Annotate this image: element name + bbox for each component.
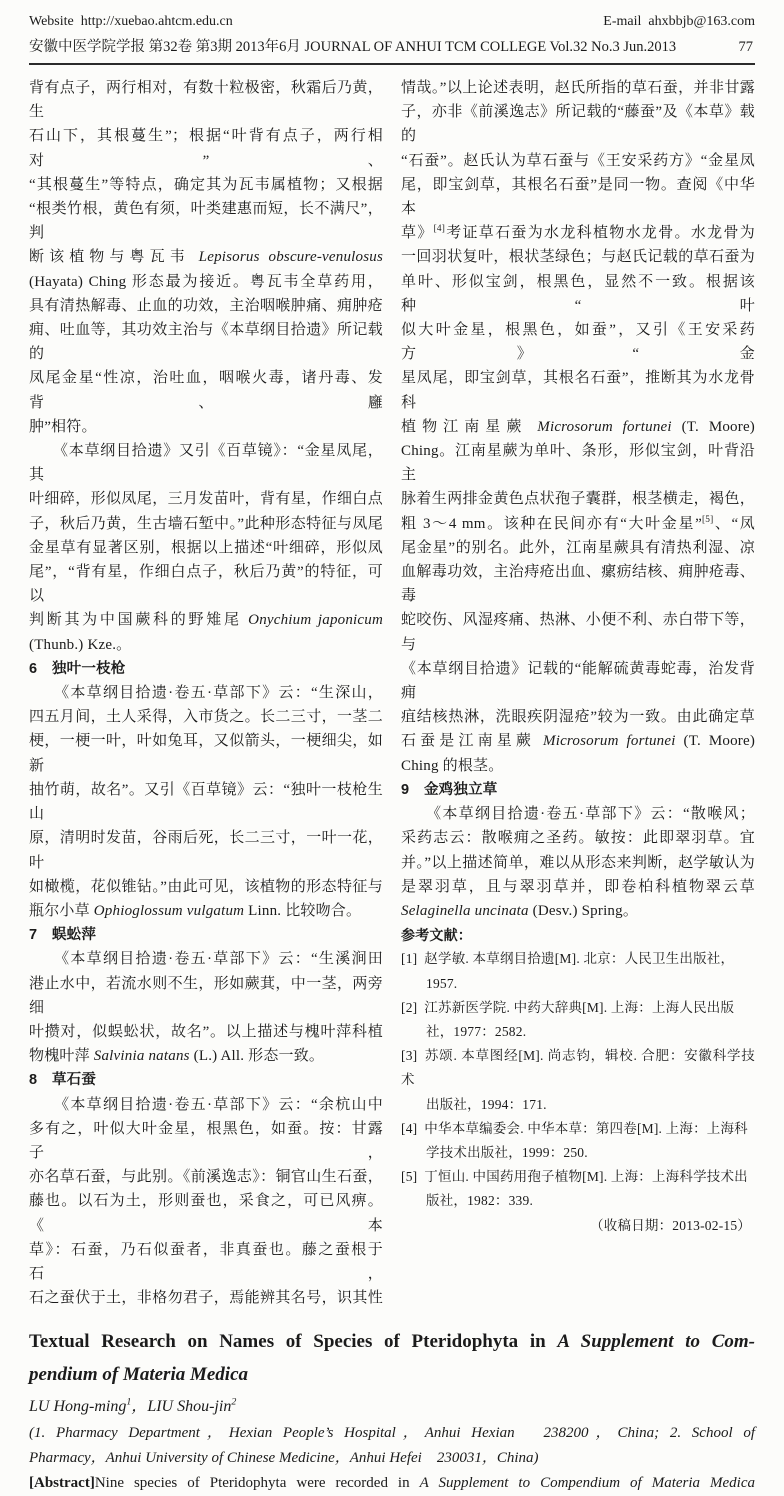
text-line: 粗 3～4 mm。该种在民间亦有“大叶金星”[5]、“凤 bbox=[401, 514, 755, 532]
journal-info: 安徽中医学院学报 第32卷 第3期 2013年6月 JOURNAL OF ANHUI TCM COLLEGE Vol.32 No.3 Jun.2013 bbox=[29, 39, 677, 55]
latin-species-name: LU Hong-ming bbox=[29, 1398, 127, 1416]
page-header bbox=[29, 14, 755, 56]
text-line: 疽结核热淋，洗眼疾阴湿疮”较为一致。由此确定草 bbox=[401, 709, 755, 726]
text-line: 采药志云：散喉痈之圣药。敏按：此即翠羽草。宜 bbox=[401, 830, 755, 847]
article-body bbox=[29, 76, 755, 1310]
text-line: Ching 的根茎。 bbox=[401, 757, 504, 774]
text-line: 凤尾金星“性凉，治吐血，咽喉火毒，诸丹毒、发背、廱 bbox=[29, 370, 383, 411]
text-segment: [5] bbox=[701, 514, 714, 525]
latin-species-name: 1 bbox=[126, 1397, 132, 1409]
english-section bbox=[29, 1325, 755, 1496]
text-line: 草》[4]考证草石蚕为水龙科植物水龙骨。水龙骨为 bbox=[401, 224, 755, 242]
text-line: 似大叶金星，根黑色，如蚕”，又引《王安采药方》“金 bbox=[401, 322, 755, 363]
text-line: 《本草纲目拾遗·卷五·草部下》云：“余杭山中 bbox=[29, 1096, 383, 1113]
latin-species-name: A Supplement to Compendium of Materia Medica bbox=[419, 1475, 755, 1492]
abstract-line bbox=[29, 1471, 755, 1496]
text-line: 金星草有显著区别，根据以上描述“叶细碎，形似凤 bbox=[29, 539, 383, 556]
latin-species-name: (1. Pharmacy Department，Hexian People’s Hospital，Anhui Hexian 238200，China; 2. School of bbox=[29, 1425, 755, 1442]
latin-species-name: Salvinia natans bbox=[93, 1048, 190, 1065]
reference-line: [4] 中华本草编委会. 中华本草：第四卷[M]. 上海：上海科 bbox=[401, 1120, 748, 1136]
latin-species-name: Microsorum fortunei bbox=[543, 733, 676, 750]
text-line: 植物江南星蕨 Microsorum fortunei (T. Moore) bbox=[401, 418, 756, 435]
reference-line: [1] 赵学敏. 本草纲目拾遗[M]. 北京：人民卫生出版社， bbox=[401, 951, 735, 967]
reference-line: 1957. bbox=[426, 975, 458, 991]
text-line: (Hayata) Ching 形态最为接近。粤瓦韦全草药用， bbox=[29, 273, 383, 290]
text-line: “石蚕”。赵氏认为草石蚕与《王安采药方》“金星凤 bbox=[401, 152, 755, 169]
text-line: 抽竹萌，故名”。又引《百草镜》云：“独叶一枝枪生山 bbox=[29, 781, 383, 823]
text-line: 是翠羽草，且与翠羽草并，即卷柏科植物翠云草 bbox=[401, 878, 755, 895]
text-line: 《本草纲目拾遗》记载的“能解硫黄毒蛇毒，治发背痈 bbox=[401, 660, 755, 702]
latin-species-name: Microsorum fortunei bbox=[537, 418, 672, 435]
text-line: 原，清明时发苗，谷雨后死，长二三寸，一叶一花，叶 bbox=[29, 830, 383, 871]
text-segment: [4] bbox=[433, 224, 446, 235]
text-line: 叶攒对，似蜈蚣状，故名”。以上描述与槐叶萍科植 bbox=[29, 1023, 383, 1040]
header-row-journal bbox=[29, 35, 755, 56]
text-line: 具有清热解毒、止血的功效，主治咽喉肿痛、痈肿疮 bbox=[29, 297, 383, 314]
header-divider bbox=[29, 63, 755, 65]
page-number: 77 bbox=[738, 39, 753, 55]
text-line: 多有之，叶似大叶金星，根黑色，如蚕。按：甘露子， bbox=[29, 1120, 383, 1161]
header-row-contact bbox=[29, 14, 755, 30]
section-heading: 9 金鸡独立草 bbox=[401, 781, 498, 798]
text-line: 判断其为中国蕨科的野雉尾 Onychium japonicum bbox=[29, 612, 384, 629]
column-right bbox=[401, 76, 755, 1310]
text-line: 《本草纲目拾遗·卷五·草部下》云：“生深山， bbox=[29, 685, 383, 702]
reference-line: [3] 苏颂. 本草图经[M]. 尚志钧，辑校. 合肥：安徽科学技术 bbox=[401, 1048, 755, 1088]
latin-species-name: ， bbox=[131, 1398, 148, 1416]
reference-line: 参考文献： bbox=[401, 927, 472, 944]
text-line: 《本草纲目拾遗·卷五·草部下》云：“生溪涧田 bbox=[29, 951, 383, 968]
text-line: 四五月间，土人采得，入市货之。长二三寸，一茎二 bbox=[29, 709, 383, 726]
text-line: 草》：石蚕，乃石似蚕者，非真蚕也。藤之蚕根于石， bbox=[29, 1241, 383, 1282]
text-line: 并。”以上描述简单，难以从形态来判断，赵学敏认为 bbox=[401, 854, 755, 871]
authors-line bbox=[29, 1392, 755, 1421]
text-line: 肿”相符。 bbox=[29, 418, 97, 435]
reference-line: 学技术出版社，1999：250. bbox=[426, 1144, 588, 1160]
latin-species-name: Pharmacy，Anhui University of Chinese Medicine，Anhui Hefei 230031，China) bbox=[29, 1450, 539, 1467]
text-line: 痈、吐血等，其功效主治与《本草纲目拾遗》所记载的 bbox=[29, 322, 383, 363]
text-line: 蛇咬伤、风湿疼痛、热淋、小便不利、赤白带下等，与 bbox=[401, 612, 755, 653]
reference-line: [2] 江苏新医学院. 中药大辞典[M]. 上海：上海人民出版 bbox=[401, 999, 735, 1015]
header-website: Website http://xuebao.ahtcm.edu.cn bbox=[29, 14, 233, 29]
column-left bbox=[29, 76, 383, 1310]
text-line: 尾金星”的别名。此外，江南星蕨具有清热利湿、凉 bbox=[401, 539, 755, 556]
text-line: 尾，即宝剑草，其根名石蚕”是同一物。查阅《中华本 bbox=[401, 176, 755, 218]
section-heading: 8 草石蚕 bbox=[29, 1072, 97, 1089]
affiliation-line1 bbox=[29, 1421, 755, 1446]
latin-species-name: 2 bbox=[231, 1397, 237, 1409]
text-line: 断该植物与粤瓦韦 Lepisorus obscure-venulosus bbox=[29, 249, 383, 266]
received-date-line: （收稿日期：2013-02-15） bbox=[590, 1217, 751, 1233]
reference-line: 出版社，1994：171. bbox=[426, 1096, 547, 1112]
affiliation-line2 bbox=[29, 1446, 755, 1471]
header-email: E-mail ahxbbjb@163.com bbox=[603, 14, 755, 29]
text-line: Selaginella uncinata (Desv.) Spring。 bbox=[401, 902, 639, 919]
latin-species-name: Ophioglossum vulgatum bbox=[93, 902, 245, 919]
text-line: 子，秋后乃黄，生古墙石堑中。”此种形态特征与凤尾 bbox=[29, 515, 383, 532]
text-line: 瓶尔小草 Ophioglossum vulgatum Linn. 比较吻合。 bbox=[29, 902, 362, 919]
text-line: 单叶、形似宝剑，根黑色，显然不一致。根据该种“叶 bbox=[401, 273, 755, 314]
text-line: 子，亦非《前溪逸志》所记载的“藤蚕”及《本草》载的 bbox=[401, 104, 755, 145]
latin-species-name: Lepisorus obscure-venulosus bbox=[198, 249, 383, 266]
text-line: 尾”，“背有星，作细白点子，秋后乃黄”的特征，可以 bbox=[29, 564, 383, 605]
latin-species-name: Selaginella uncinata bbox=[401, 902, 529, 919]
text-line: 石山下，其根蔓生”；根据“叶背有点子，两行相对”、 bbox=[29, 128, 383, 169]
text-line: Ching。江南星蕨为单叶、条形，形似宝剑，叶背沿主 bbox=[401, 443, 755, 484]
text-line: 一回羽状复叶，根状茎绿色；与赵氏记载的草石蚕为 bbox=[401, 249, 755, 266]
text-line: 石之蚕伏于土，非格勿君子，焉能辨其名号，识其性 bbox=[29, 1290, 383, 1307]
english-title-line2 bbox=[29, 1358, 755, 1391]
latin-species-name: Onychium japonicum bbox=[248, 612, 384, 629]
text-segment: Textual Research on Names of Species of Pteridophyta in bbox=[29, 1331, 558, 1353]
text-line: 情哉。”以上论述表明，赵氏所指的草石蚕，并非甘露 bbox=[401, 80, 755, 96]
text-line: “其根蔓生”等特点，确定其为瓦韦属植物；又根据 bbox=[29, 176, 383, 193]
text-line: 血解毒功效，主治痔疮出血、瘰疬结核、痈肿疮毒、毒 bbox=[401, 564, 755, 605]
text-segment: Nine species of Pteridophyta were recorded in bbox=[94, 1475, 420, 1492]
latin-species-name: LIU Shou-jin bbox=[147, 1398, 232, 1416]
text-line: 《本草纲目拾遗·卷五·草部下》云：“散喉风； bbox=[401, 806, 755, 823]
reference-line: 版社，1982：339. bbox=[426, 1193, 534, 1209]
reference-line: [5] 丁恒山. 中国药用孢子植物[M]. 上海：上海科学技术出 bbox=[401, 1169, 748, 1185]
text-line: 脉着生两排金黄色点状孢子囊群，根茎横走，褐色， bbox=[401, 491, 755, 508]
section-heading: 7 蜈蚣萍 bbox=[29, 927, 97, 944]
text-line: 物槐叶萍 Salvinia natans (L.) All. 形态一致。 bbox=[29, 1048, 325, 1065]
section-heading: 6 独叶一枝枪 bbox=[29, 660, 126, 677]
text-line: 石蚕是江南星蕨 Microsorum fortunei (T. Moore) bbox=[401, 733, 756, 750]
text-line: 如橄榄，花似锥钻。”由此可见，该植物的形态特征与 bbox=[29, 878, 383, 895]
text-line: 亦名草石蚕，与此别。《前溪逸志》：铜官山生石蚕， bbox=[29, 1169, 383, 1186]
text-segment: [Abstract] bbox=[29, 1475, 95, 1492]
reference-line: 社，1977：2582. bbox=[426, 1023, 527, 1039]
text-line: 叶细碎，形似凤尾，三月发苗叶，背有星，作细白点 bbox=[29, 491, 383, 508]
text-line: 背有点子，两行相对，有数十粒极密，秋霜后乃黄，生 bbox=[29, 80, 383, 121]
text-line: 《本草纲目拾遗》又引《百草镜》：“金星凤尾，其 bbox=[29, 443, 383, 484]
text-line: 梗，一梗一叶，叶如兔耳，又似箭头，一梗细尖，如新 bbox=[29, 733, 383, 774]
text-line: 港止水中，若流水则不生，形如蕨萁，中一茎，两旁细 bbox=[29, 975, 383, 1016]
english-title-line1 bbox=[29, 1325, 755, 1358]
text-line: “根类竹根，黄色有须，叶类建惠而短，长不满尺”，判 bbox=[29, 201, 383, 242]
latin-species-name: pendium of Materia Medica bbox=[29, 1364, 249, 1386]
text-line: 藤也。以石为土，形则蚕也，采食之，可已风痹。《本 bbox=[29, 1193, 383, 1234]
text-line: (Thunb.) Kze.。 bbox=[29, 636, 132, 653]
text-line: 星凤尾，即宝剑草，其根名石蚕”，推断其为水龙骨科 bbox=[401, 370, 755, 411]
latin-species-name: A Supplement to Com- bbox=[557, 1331, 755, 1353]
